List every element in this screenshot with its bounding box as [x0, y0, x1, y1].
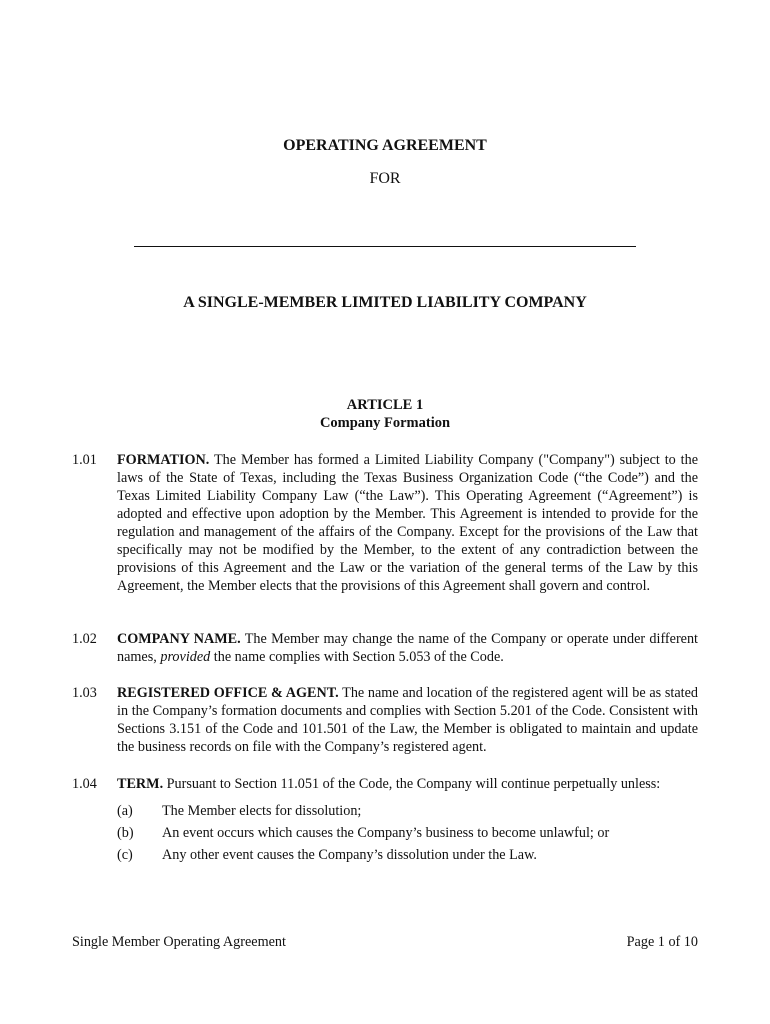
section-number: 1.03	[72, 685, 97, 701]
section-text: The name and location of the registered agent will be as stated in the Company’s formation documents and complies with Section 5.201 of the Code. Consistent with Sections 3.151 of the Code and 101.501 of the Law, the Member is obligated to maintain and update the business records on file with the Company’s registered agent.	[117, 685, 698, 755]
section-heading: TERM.	[117, 776, 164, 792]
section-1-02	[72, 630, 698, 666]
section-text-end: the name complies with Section 5.053 of the Code.	[210, 649, 504, 665]
section-body	[117, 630, 698, 666]
section-1-03	[72, 684, 698, 756]
list-item	[117, 824, 697, 846]
section-text: The Member may change the name of the Company or operate under different names,	[117, 631, 698, 665]
company-name-blank-line	[134, 246, 636, 247]
list-item-text: Any other event causes the Company’s dissolution under the Law.	[162, 847, 537, 863]
section-number: 1.04	[72, 776, 97, 792]
list-item-label: (a)	[117, 803, 133, 819]
article-heading: ARTICLE 1	[346, 397, 424, 413]
list-item-label: (b)	[117, 825, 134, 841]
document-subtitle: A SINGLE-MEMBER LIMITED LIABILITY COMPANY	[183, 294, 587, 311]
section-heading: FORMATION.	[117, 452, 210, 468]
section-heading: COMPANY NAME.	[117, 631, 241, 647]
list-item-text: An event occurs which causes the Company’s business to become unlawful; or	[162, 825, 610, 841]
footer-document-name: Single Member Operating Agreement	[72, 934, 286, 950]
section-body	[117, 684, 698, 756]
list-item-label: (c)	[117, 847, 133, 863]
term-conditions-list	[117, 802, 697, 868]
document-title: OPERATING AGREEMENT	[283, 137, 487, 154]
article-title: Company Formation	[319, 415, 451, 431]
section-1-01	[72, 451, 698, 595]
section-body	[117, 451, 698, 595]
section-emphasis: provided	[160, 649, 211, 665]
section-text: Pursuant to Section 11.051 of the Code, the Company will continue perpetually unless:	[163, 776, 661, 792]
section-heading: REGISTERED OFFICE & AGENT.	[117, 685, 339, 701]
section-number: 1.01	[72, 452, 97, 468]
section-body	[117, 775, 698, 793]
list-item	[117, 802, 697, 824]
list-item-text: The Member elects for dissolution;	[162, 803, 362, 819]
document-for-label: FOR	[369, 170, 401, 187]
footer-page-number: Page 1 of 10	[626, 934, 698, 950]
section-number: 1.02	[72, 631, 97, 647]
section-text: The Member has formed a Limited Liability Company ("Company") subject to the laws of the State of Texas, including the Texas Business Organization Code (“the Code”) and the Texas Limited Liability Company Law (“the Law”). This Operating Agreement (“Agreement”) is adopted and effective upon adoption by the Member. This Agreement is intended to provide for the regulation and management of the affairs of the Company. Except for the provisions of the Law that specifically may not be modified by the Member, to the extent of any contradiction between the provisions of this Agreement and the Law or the variation of the general terms of the Law by this Agreement, the Member elects that the provisions of this Agreement shall govern and control.	[117, 452, 698, 594]
list-item	[117, 846, 697, 868]
section-1-04	[72, 775, 698, 793]
